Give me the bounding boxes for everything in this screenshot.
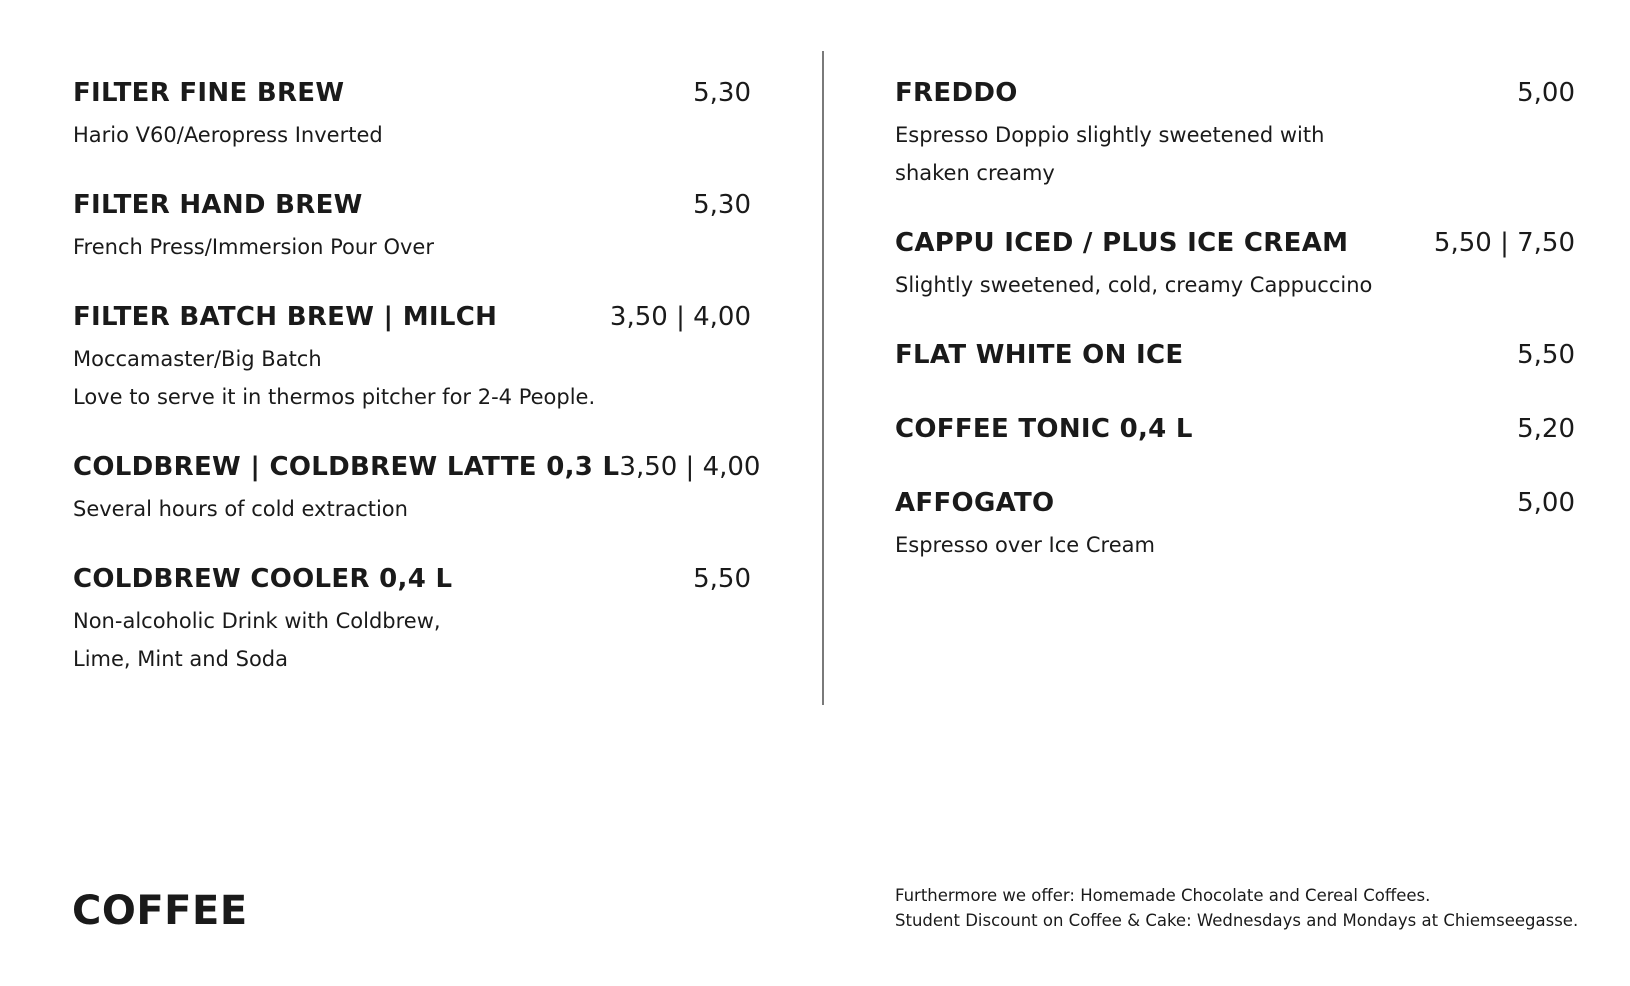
menu-item-description: Love to serve it in thermos pitcher for 2-4 People.	[73, 385, 596, 409]
menu-item	[895, 228, 1575, 304]
menu-item	[73, 190, 751, 266]
menu-item	[73, 78, 751, 154]
menu-item	[895, 78, 1575, 192]
menu-item	[895, 414, 1575, 452]
menu-item	[73, 452, 761, 528]
menu-item-description: Moccamaster/Big Batch	[73, 347, 322, 371]
menu-item-name: AFFOGATO	[895, 488, 1055, 518]
menu-item-description: Slightly sweetened, cold, creamy Cappuccino	[895, 273, 1373, 297]
menu-item-name: COFFEE TONIC 0,4 L	[895, 414, 1193, 444]
menu-item-price: 5,00	[1517, 488, 1575, 518]
menu-item-price: 5,30	[693, 78, 751, 108]
menu-item	[895, 340, 1575, 378]
menu-item-name: FILTER BATCH BREW | MILCH	[73, 302, 498, 332]
menu-item-name: FLAT WHITE ON ICE	[895, 340, 1184, 370]
menu-item-description: French Press/Immersion Pour Over	[73, 235, 434, 259]
menu-item-name: COLDBREW | COLDBREW LATTE 0,3 L	[73, 452, 620, 482]
menu-item-description: Espresso Doppio slightly sweetened with	[895, 123, 1325, 147]
footnote-line: Student Discount on Coffee & Cake: Wednesdays and Mondays at Chiemseegasse.	[895, 911, 1579, 930]
column-divider	[822, 51, 824, 705]
menu-item-description: Several hours of cold extraction	[73, 497, 408, 521]
menu-item-price: 3,50 | 4,00	[609, 302, 751, 332]
footnote	[895, 883, 1578, 933]
menu-item-price: 5,50 | 7,50	[1433, 228, 1575, 258]
menu-item	[895, 488, 1575, 564]
menu-item-description: Espresso over Ice Cream	[895, 533, 1155, 557]
menu-column-left	[73, 78, 761, 714]
menu-item-name: CAPPU ICED / PLUS ICE CREAM	[895, 228, 1349, 258]
menu-item-description: Non-alcoholic Drink with Coldbrew,	[73, 609, 441, 633]
menu-column-right	[895, 78, 1575, 600]
menu-item-price: 5,30	[693, 190, 751, 220]
menu-item	[73, 564, 751, 678]
footnote-line: Furthermore we offer: Homemade Chocolate and Cereal Coffees.	[895, 886, 1431, 905]
menu-item-price: 5,20	[1517, 414, 1575, 444]
menu-item-name: FILTER FINE BREW	[73, 78, 345, 108]
menu-item-price: 5,50	[1517, 340, 1575, 370]
menu-item-price: 5,50	[693, 564, 751, 594]
menu-item-description: shaken creamy	[895, 161, 1055, 185]
menu-item-name: FILTER HAND BREW	[73, 190, 363, 220]
menu-item-name: COLDBREW COOLER 0,4 L	[73, 564, 453, 594]
menu-item-description: Hario V60/Aeropress Inverted	[73, 123, 383, 147]
menu-item	[73, 302, 751, 416]
category-title: COFFEE	[72, 888, 248, 934]
menu-item-price: 3,50 | 4,00	[619, 452, 761, 482]
menu-item-name: FREDDO	[895, 78, 1018, 108]
menu-item-price: 5,00	[1517, 78, 1575, 108]
menu-item-description: Lime, Mint and Soda	[73, 647, 288, 671]
